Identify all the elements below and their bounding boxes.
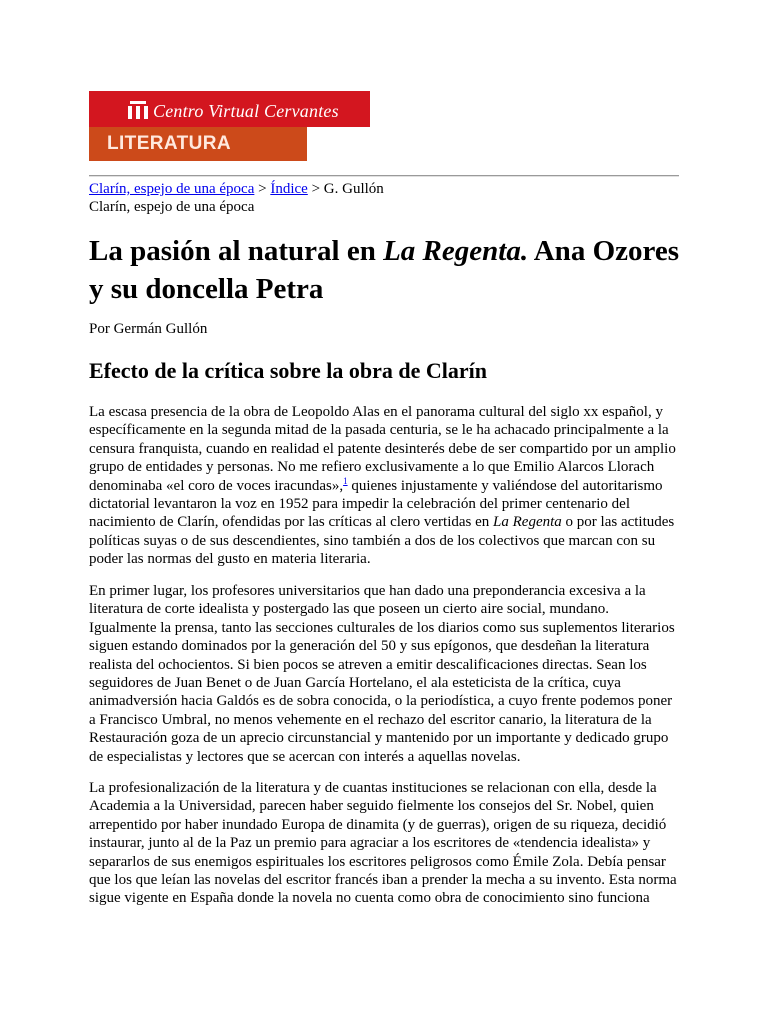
site-name: Centro Virtual Cervantes — [153, 101, 339, 121]
paragraph-2: En primer lugar, los profesores universitarios que han dado una preponderancia excesiva a la literatura de corte idealista y postergado las que poseen un cierto aire social, mundano. Igualmente la prensa, tanto las secciones culturales de los diarios como sus suplementos literarios siguen estando dominados por la generación del 50 y sus epígonos, que desdeñan la literatura realista del ochocientos. Si bien pocos se atreven a emitir descalificaciones directas. Sean los seguidores de Juan Benet o de Juan García Hortelano, el ala esteticista de la crítica, cuya animadversión hacia Galdós es de sobra conocida, o la periodística, a cuyo frente podemos poner a Francisco Umbral, no menos vehemente en el rechazo del escritor canario, la literatura de la Restauración goza de un aprecio circunstancial y mantenido por un importante y dedicado grupo de especialistas y lectores que se acercan con interés a aquellas novelas. — [89, 583, 675, 765]
title-part-2: Ana Ozores y su doncella Petra — [89, 235, 679, 305]
breadcrumb-link-book[interactable]: Clarín, espejo de una época — [89, 181, 255, 197]
page — [89, 91, 679, 907]
paragraph-1-text-c: o por las actitudes políticas suyas o de sus descendientes, sino también a dos de los colectivos que marcan con su poder las normas del gusto en materia literaria. — [89, 514, 675, 568]
title-italic: La Regenta. — [383, 235, 529, 267]
paragraph-1-italic: La Regenta — [493, 514, 562, 531]
section-heading: Efecto de la crítica sobre la obra de Clarín — [89, 358, 487, 383]
cervantes-logo-icon — [127, 100, 149, 120]
article-title — [89, 232, 679, 308]
paragraph-3: La profesionalización de la literatura y de cuantas instituciones se relacionan con ella, desde la Academia a la Universidad, parecen haber seguido fielmente los consejos del Sr. Nobel, quien arrepentido por haber inundado Europa de dinamita (y de guerras), origen de su riqueza, decidió instaurar, junto al de la Paz un premio para agraciar a los escritores de «tendencia idealista» y separarlos de sus enemigos espirituales los escritores peligrosos como Émile Zola. Debía pensar que los que leían las novelas del escritor francés iban a prender la mecha a su invento. Esta norma sigue vigente en España donde la novela no cuenta como obra de conocimiento sino funciona — [89, 780, 677, 907]
book-subtitle: Clarín, espejo de una época — [89, 199, 255, 215]
title-part-1: La pasión al natural en — [89, 235, 384, 267]
breadcrumb — [89, 180, 384, 199]
paragraph-1 — [89, 403, 679, 569]
breadcrumb-separator: > — [307, 181, 324, 197]
paragraph-1-text-a: La escasa presencia de la obra de Leopoldo Alas en el panorama cultural del siglo xx español, y específicamente en la segunda mitad de la pasada centuria, se le ha achacado principalmente a la censura franquista, cuando en realidad el patente desinterés debe de ser compartido por un amplio grupo de entidades y personas. No me refiero exclusivamente a lo que Emilio Alarcos Llorach denominaba «el coro de voces iracundas», — [89, 404, 676, 494]
footnote-link[interactable]: 1 — [343, 475, 348, 486]
paragraph-1-text-b: quienes injustamente y valiéndose del autoritarismo dictatorial levantaron la voz en 1952 para impedir la celebración del primer centenario del nacimiento de Clarín, ofendidas por las críticas al clero vertidas en — [89, 477, 663, 531]
breadcrumb-separator: > — [254, 181, 271, 197]
breadcrumb-link-index[interactable]: Índice — [270, 181, 308, 197]
cvc-banner[interactable] — [89, 91, 370, 161]
breadcrumb-current: G. Gullón — [323, 181, 384, 197]
divider — [89, 175, 679, 177]
section-name: LITERATURA — [107, 133, 231, 154]
article-author: Por Germán Gullón — [89, 321, 208, 337]
